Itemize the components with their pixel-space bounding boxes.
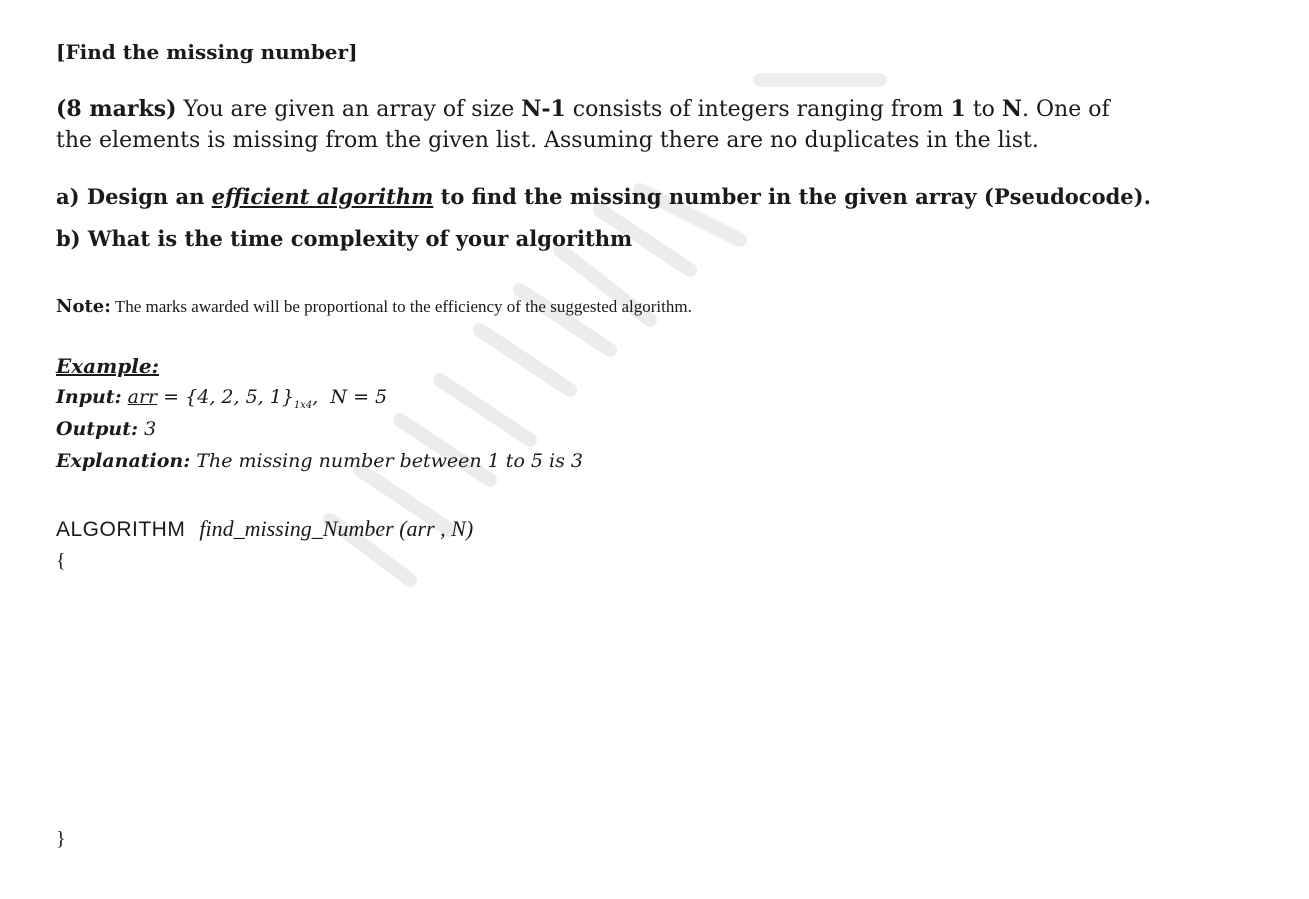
- input-arr: arr: [127, 386, 158, 408]
- range-to: N: [1001, 96, 1023, 122]
- question-text-3: to: [965, 97, 1002, 122]
- input-label: Input:: [56, 386, 122, 408]
- example-label-colon: :: [151, 354, 159, 378]
- question-text-2: consists of integers ranging from: [565, 97, 951, 122]
- example-explanation: [56, 450, 583, 472]
- question-text-1: You are given an array of size: [176, 97, 522, 122]
- part-a-suffix: to find the missing number in the given array (Pseudocode).: [433, 184, 1151, 209]
- note-label: Note:: [56, 296, 111, 317]
- input-value: = {4, 2, 5, 1}: [157, 386, 294, 408]
- explanation-label: Explanation:: [56, 450, 191, 472]
- algorithm-keyword: ALGORITHM: [56, 518, 186, 541]
- note: [56, 296, 692, 317]
- marks-label: (8 marks): [56, 96, 177, 122]
- algorithm-signature: find_missing_Number (arr , N): [199, 516, 474, 541]
- output-value: 3: [138, 418, 157, 440]
- question-line-2: the elements is missing from the given list. Assuming there are no duplicates in the list.: [56, 128, 1039, 153]
- watermark-stroke: [480, 330, 570, 390]
- watermark-stroke: [440, 380, 530, 440]
- part-a-emphasis: efficient algorithm: [211, 184, 434, 209]
- explanation-value: The missing number between 1 to 5 is 3: [190, 450, 584, 472]
- input-subscript: 1x4: [293, 399, 313, 411]
- range-from: 1: [950, 96, 966, 122]
- example-label-text: Example: [56, 354, 152, 378]
- algorithm-header: [56, 516, 473, 542]
- close-brace: }: [56, 828, 66, 850]
- example-label: [56, 354, 159, 378]
- question-line-1: [56, 96, 1110, 122]
- note-text: The marks awarded will be proportional to the efficiency of the suggested algorithm.: [110, 297, 692, 316]
- example-output: [56, 418, 156, 440]
- input-n: N = 5: [330, 386, 388, 408]
- open-brace: {: [56, 550, 66, 572]
- array-size: N-1: [521, 96, 566, 122]
- part-a: [56, 184, 1151, 209]
- part-a-prefix: a) Design an: [56, 184, 212, 209]
- example-input: Input: arr = {4, 2, 5, $1\}_{1x4}$, N = 5: [56, 386, 388, 411]
- question-heading: [Find the missing number]: [56, 40, 358, 64]
- part-b: b) What is the time complexity of your algorithm: [56, 226, 633, 251]
- question-text-4: . One of: [1022, 97, 1110, 122]
- output-label: Output:: [56, 418, 139, 440]
